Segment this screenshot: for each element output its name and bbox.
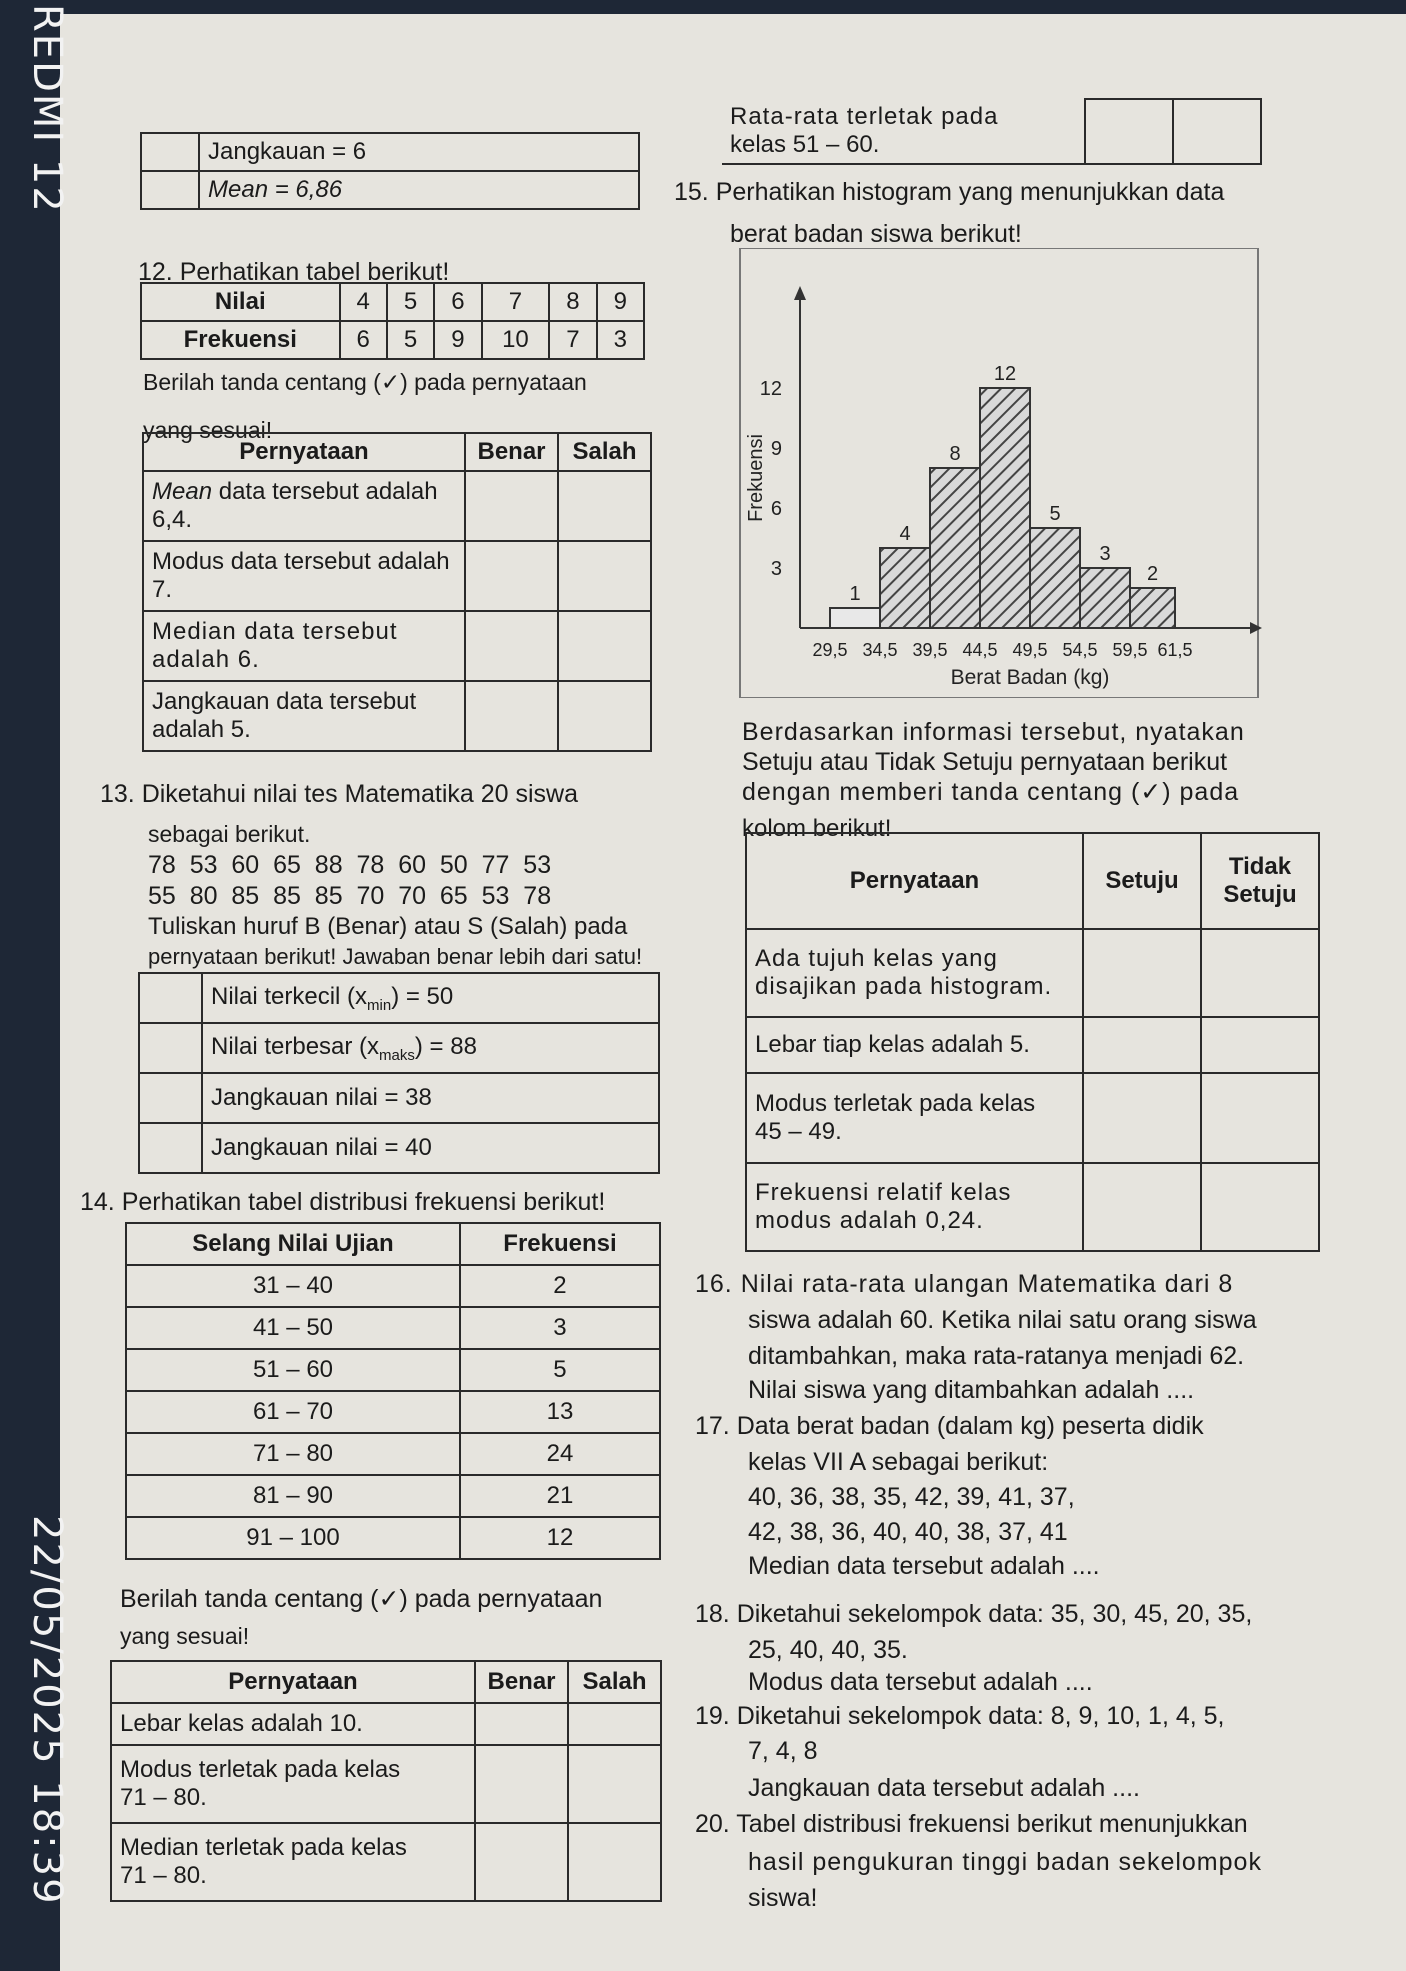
y-axis-title: Frekuensi <box>745 434 767 522</box>
frekuensi-cell: 7 <box>549 321 596 359</box>
header-frekuensi: Frekuensi <box>460 1223 660 1265</box>
statement-text: 6,4. <box>152 506 193 533</box>
q16-line-1: 16. Nilai rata-rata ulangan Matematika dari 8 <box>695 1270 1234 1298</box>
frekuensi-cell: 24 <box>460 1433 660 1475</box>
x-axis-title: Berat Badan (kg) <box>950 666 1110 689</box>
y-tick-label: 9 <box>770 438 782 460</box>
q15-text-1: Berdasarkan informasi tersebut, nyatakan <box>742 718 1245 746</box>
frekuensi-cell: 5 <box>460 1349 660 1391</box>
q14-instruction-2: yang sesuai! <box>120 1623 250 1649</box>
q13-intro-2: sebagai berikut. <box>148 821 311 847</box>
q14-intro: 14. Perhatikan tabel distribusi frekuensi berikut! <box>80 1188 606 1216</box>
q16-line-3: ditambahkan, maka rata-ratanya menjadi 62. <box>748 1342 1245 1370</box>
header-setuju: Setuju <box>1083 833 1201 929</box>
benar-checkbox-cell[interactable] <box>465 611 558 681</box>
histogram-bar <box>1030 528 1080 628</box>
statement-text: Frekuensi relatif kelas <box>755 1179 1012 1206</box>
statement-text: Modus data tersebut adalah <box>152 548 450 575</box>
tidak-setuju-checkbox-cell[interactable] <box>1201 1017 1319 1073</box>
previous-answer-table-right <box>722 98 1262 165</box>
q13-statement-table <box>138 972 660 1174</box>
q13-data-line-2: 55 80 85 85 85 70 70 65 53 78 <box>148 882 552 910</box>
statement-text: ) = 88 <box>414 1032 477 1060</box>
header-pernyataan: Pernyataan <box>143 433 465 471</box>
statement-text: 71 – 80. <box>120 1862 207 1889</box>
statement-text: Modus terletak pada kelas <box>120 1756 401 1783</box>
watermark-brand: REDMI 12 <box>24 4 70 214</box>
q15-text-2: Setuju atau Tidak Setuju pernyataan berikut <box>742 748 1228 776</box>
y-tick-label: 6 <box>770 498 782 520</box>
bar-value-label: 1 <box>849 583 861 605</box>
selang-cell: 51 – 60 <box>126 1349 460 1391</box>
statement-text: adalah 6. <box>152 646 260 673</box>
answer-cell[interactable] <box>139 973 202 1023</box>
bar-value-label: 12 <box>993 363 1017 385</box>
statement-cell <box>746 929 1083 1017</box>
selang-cell: 41 – 50 <box>126 1307 460 1349</box>
q13-instruction-1: Tuliskan huruf B (Benar) atau S (Salah) pada <box>148 913 628 940</box>
q17-line-1: 17. Data berat badan (dalam kg) peserta didik <box>695 1412 1204 1440</box>
answer-cell[interactable] <box>1085 99 1173 164</box>
q19-line-2: 7, 4, 8 <box>748 1737 818 1765</box>
frekuensi-cell: 3 <box>460 1307 660 1349</box>
selang-cell: 91 – 100 <box>126 1517 460 1559</box>
q13-intro: 13. Diketahui nilai tes Matematika 20 siswa <box>100 780 579 808</box>
statement-text: 45 – 49. <box>755 1118 842 1145</box>
q15-statement-table <box>745 832 1320 1252</box>
statement-text: 7. <box>152 576 173 603</box>
x-tick-label: 59,5 <box>1112 640 1148 660</box>
nilai-cell: 9 <box>597 283 644 321</box>
statement-text: Ada tujuh kelas yang <box>755 945 998 972</box>
setuju-checkbox-cell[interactable] <box>1083 1017 1201 1073</box>
x-tick-label: 34,5 <box>862 640 898 660</box>
answer-cell[interactable] <box>1173 99 1261 164</box>
histogram-bar <box>830 608 880 628</box>
frekuensi-cell: 5 <box>387 321 434 359</box>
statement-cell <box>143 681 465 751</box>
y-axis-arrow <box>794 286 806 300</box>
tidak-setuju-checkbox-cell[interactable] <box>1201 1073 1319 1163</box>
frekuensi-cell: 6 <box>340 321 387 359</box>
mean-text: Mean = 6,86 <box>199 171 639 209</box>
tidak-setuju-checkbox-cell[interactable] <box>1201 1163 1319 1251</box>
q15-intro-2: berat badan siswa berikut! <box>730 220 1022 248</box>
setuju-checkbox-cell[interactable] <box>1083 1073 1201 1163</box>
statement-cell: Lebar kelas adalah 10. <box>111 1703 475 1745</box>
statement-cell <box>111 1745 475 1823</box>
bar-value-label: 3 <box>1099 543 1111 565</box>
q20-line-2: hasil pengukuran tinggi badan sekelompok <box>748 1848 1262 1876</box>
statement-cell: Jangkauan nilai = 40 <box>202 1123 659 1173</box>
salah-checkbox-cell[interactable] <box>568 1823 661 1901</box>
frekuensi-label: Frekuensi <box>141 321 340 359</box>
header-pernyataan: Pernyataan <box>111 1661 475 1703</box>
bar-value-label: 4 <box>899 523 911 545</box>
bar-value-label: 2 <box>1146 563 1159 585</box>
bar-value-label: 5 <box>1049 503 1061 525</box>
subscript: maks <box>379 1046 415 1064</box>
frekuensi-cell: 3 <box>597 321 644 359</box>
header-tidak-setuju <box>1201 833 1319 929</box>
rata-rata-text-2: kelas 51 – 60. <box>730 131 880 158</box>
frekuensi-cell: 9 <box>434 321 481 359</box>
statement-text: Median terletak pada kelas <box>120 1834 407 1861</box>
statement-cell: Lebar tiap kelas adalah 5. <box>746 1017 1083 1073</box>
q17-line-5: Median data tersebut adalah .... <box>748 1552 1100 1580</box>
nilai-label: Nilai <box>141 283 340 321</box>
header-salah: Salah <box>568 1661 661 1703</box>
x-tick-label: 44,5 <box>962 640 998 660</box>
statement-text: Jangkauan data tersebut <box>152 688 417 715</box>
q12-frequency-table <box>140 282 645 360</box>
benar-checkbox-cell[interactable] <box>465 541 558 611</box>
x-tick-label: 39,5 <box>912 640 948 660</box>
statement-cell <box>143 541 465 611</box>
statement-text: data tersebut adalah <box>212 478 438 505</box>
q17-line-4: 42, 38, 36, 40, 40, 38, 37, 41 <box>748 1518 1068 1546</box>
benar-checkbox-cell[interactable] <box>465 471 558 541</box>
q14-instruction-1: Berilah tanda centang (✓) pada pernyataan <box>120 1585 603 1613</box>
q12-instruction-2: yang sesuai! <box>143 417 273 443</box>
q18-line-2: 25, 40, 40, 35. <box>748 1636 908 1664</box>
q12-instruction-1: Berilah tanda centang (✓) pada pernyataan <box>143 369 587 395</box>
statement-text: Nilai terkecil (x <box>211 982 368 1010</box>
frekuensi-cell: 21 <box>460 1475 660 1517</box>
subscript: min <box>367 996 392 1014</box>
benar-checkbox-cell[interactable] <box>475 1703 568 1745</box>
x-tick-label: 29,5 <box>812 640 848 660</box>
statement-cell <box>746 1163 1083 1251</box>
statement-cell <box>202 1023 659 1073</box>
salah-checkbox-cell[interactable] <box>558 471 651 541</box>
statement-text: disajikan pada histogram. <box>755 973 1053 1000</box>
q12-intro: 12. Perhatikan tabel berikut! <box>138 258 450 286</box>
histogram-bar <box>1130 588 1175 628</box>
frekuensi-cell: 12 <box>460 1517 660 1559</box>
statement-text: modus adalah 0,24. <box>755 1207 984 1234</box>
q14-distribution-table <box>125 1222 661 1560</box>
frekuensi-cell: 2 <box>460 1265 660 1307</box>
previous-answer-table <box>140 132 640 210</box>
histogram-bar <box>1080 568 1130 628</box>
q19-line-3: Jangkauan data tersebut adalah .... <box>748 1774 1140 1802</box>
statement-text: adalah 5. <box>152 716 251 743</box>
jangkauan-text: Jangkauan = 6 <box>199 133 639 171</box>
statement-text: Median data tersebut <box>152 618 398 645</box>
header-text: Setuju <box>1223 881 1297 908</box>
q18-line-3: Modus data tersebut adalah .... <box>748 1668 1093 1696</box>
x-tick-label: 61,5 <box>1157 640 1193 660</box>
statement-cell: Jangkauan nilai = 38 <box>202 1073 659 1123</box>
histogram-bar <box>880 548 930 628</box>
q12-statement-table <box>142 432 652 752</box>
selang-cell: 31 – 40 <box>126 1265 460 1307</box>
salah-checkbox-cell[interactable] <box>558 681 651 751</box>
q14-statement-table <box>110 1660 662 1902</box>
benar-checkbox-cell[interactable] <box>475 1745 568 1823</box>
statement-cell <box>143 611 465 681</box>
x-axis-arrow <box>1250 622 1262 634</box>
q15-text-3: dengan memberi tanda centang (✓) pada <box>742 778 1240 806</box>
q16-line-2: siswa adalah 60. Ketika nilai satu orang siswa <box>748 1306 1257 1334</box>
frekuensi-cell: 13 <box>460 1391 660 1433</box>
q15-text-4: kolom berikut! <box>742 815 892 842</box>
nilai-cell: 8 <box>549 283 596 321</box>
salah-checkbox-cell[interactable] <box>558 541 651 611</box>
benar-checkbox-cell[interactable] <box>475 1823 568 1901</box>
salah-checkbox-cell[interactable] <box>568 1745 661 1823</box>
statement-text: Nilai terbesar (x <box>211 1032 380 1060</box>
q15-intro: 15. Perhatikan histogram yang menunjukkan data <box>674 178 1225 206</box>
nilai-cell: 7 <box>482 283 550 321</box>
header-benar: Benar <box>465 433 558 471</box>
frekuensi-cell: 10 <box>482 321 550 359</box>
setuju-checkbox-cell[interactable] <box>1083 929 1201 1017</box>
histogram-bar <box>980 388 1030 628</box>
nilai-cell: 6 <box>434 283 481 321</box>
q18-line-1: 18. Diketahui sekelompok data: 35, 30, 45, 20, 35, <box>695 1600 1253 1628</box>
watermark-datetime: 22/05/2025 18:39 <box>24 1515 70 1906</box>
statement-text: Modus terletak pada kelas <box>755 1090 1036 1117</box>
answer-cell[interactable] <box>139 1023 202 1073</box>
selang-cell: 71 – 80 <box>126 1433 460 1475</box>
statement-text: 71 – 80. <box>120 1784 207 1811</box>
y-tick-label: 12 <box>759 378 782 400</box>
q20-line-1: 20. Tabel distribusi frekuensi berikut menunjukkan <box>695 1810 1248 1838</box>
statement-text: ) = 50 <box>391 982 454 1010</box>
x-tick-label: 49,5 <box>1012 640 1048 660</box>
header-pernyataan: Pernyataan <box>746 833 1083 929</box>
salah-checkbox-cell[interactable] <box>568 1703 661 1745</box>
q16-line-4: Nilai siswa yang ditambahkan adalah .... <box>748 1376 1195 1404</box>
q13-instruction-2: pernyataan berikut! Jawaban benar lebih dari satu! <box>148 944 643 969</box>
benar-checkbox-cell[interactable] <box>465 681 558 751</box>
q13-data-line-1: 78 53 60 65 88 78 60 50 77 53 <box>148 851 552 879</box>
bar-value-label: 8 <box>949 443 961 465</box>
selang-cell: 61 – 70 <box>126 1391 460 1433</box>
weight-histogram <box>730 248 1270 698</box>
statement-cell <box>746 1073 1083 1163</box>
y-tick-label: 3 <box>770 558 782 580</box>
q17-line-2: kelas VII A sebagai berikut: <box>748 1448 1049 1476</box>
statement-cell <box>143 471 465 541</box>
mean-word: Mean <box>152 478 213 505</box>
histogram-bar <box>930 468 980 628</box>
statement-cell <box>111 1823 475 1901</box>
q19-line-1: 19. Diketahui sekelompok data: 8, 9, 10, 1, 4, 5, <box>695 1702 1225 1730</box>
header-text: Tidak <box>1228 853 1292 880</box>
setuju-checkbox-cell[interactable] <box>1083 1163 1201 1251</box>
rata-rata-text-1: Rata-rata terletak pada <box>730 103 999 130</box>
statement-cell <box>202 973 659 1023</box>
header-selang: Selang Nilai Ujian <box>126 1223 460 1265</box>
salah-checkbox-cell[interactable] <box>558 611 651 681</box>
answer-cell[interactable] <box>139 1073 202 1123</box>
header-benar: Benar <box>475 1661 568 1703</box>
selang-cell: 81 – 90 <box>126 1475 460 1517</box>
nilai-cell: 4 <box>340 283 387 321</box>
nilai-cell: 5 <box>387 283 434 321</box>
tidak-setuju-checkbox-cell[interactable] <box>1201 929 1319 1017</box>
q20-line-3: siswa! <box>748 1884 818 1912</box>
x-tick-label: 54,5 <box>1062 640 1098 660</box>
q17-line-3: 40, 36, 38, 35, 42, 39, 41, 37, <box>748 1483 1075 1511</box>
header-salah: Salah <box>558 433 651 471</box>
answer-cell[interactable] <box>139 1123 202 1173</box>
